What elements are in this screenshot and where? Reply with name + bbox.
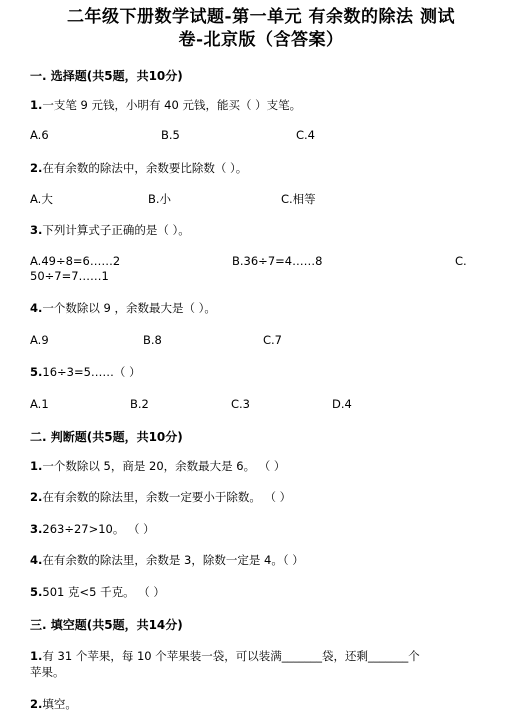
- question-3-1: [30, 648, 420, 664]
- option-c-content: 50÷7=7……1: [30, 269, 109, 283]
- question-text: 一个数除以 9 ，余数最大是（ ）。: [42, 301, 216, 315]
- question-text: 501 克<5 千克。 （ ）: [42, 585, 165, 599]
- option-a: A.49÷8=6……2: [30, 254, 121, 268]
- question-1-4: [30, 300, 216, 316]
- question-2-4: [30, 552, 304, 568]
- question-text: 在有余数的除法里，余数是 3，除数一定是 4。（ ）: [42, 553, 304, 567]
- question-text: 一支笔 9 元钱，小明有 40 元钱，能买（ ）支笔。: [42, 98, 302, 112]
- question-number: 1.: [30, 459, 43, 473]
- question-text: 一个数除以 5，商是 20，余数最大是 6。 （ ）: [42, 459, 286, 473]
- option-c: C.3: [231, 397, 251, 411]
- option-a: A.9: [30, 333, 49, 347]
- option-a: A.1: [30, 397, 49, 411]
- option-b: B.8: [143, 333, 162, 347]
- question-2-5: [30, 584, 165, 600]
- option-c: C.4: [296, 128, 316, 142]
- question-2-1: [30, 458, 285, 474]
- question-number: 1.: [30, 98, 43, 112]
- question-text: 有 31 个苹果，每 10 个苹果装一袋，可以装满_______袋，还剩_______个: [42, 649, 420, 663]
- title-line-2: 卷-北京版（含答案）: [178, 30, 344, 50]
- question-2-3: [30, 521, 155, 537]
- question-number: 2.: [30, 697, 43, 711]
- question-text: 填空。: [42, 697, 77, 711]
- question-number: 4.: [30, 553, 43, 567]
- question-number: 2.: [30, 161, 43, 175]
- option-d: D.4: [332, 397, 352, 411]
- question-text: 在有余数的除法中，余数要比除数（ ）。: [42, 161, 248, 175]
- option-c: C.7: [263, 333, 283, 347]
- question-number: 3.: [30, 223, 43, 237]
- option-b: B.小: [148, 192, 172, 206]
- question-1-3: [30, 222, 190, 238]
- question-1-5: [30, 364, 141, 380]
- question-number: 4.: [30, 301, 43, 315]
- question-text: 在有余数的除法里，余数一定要小于除数。 （ ）: [42, 490, 292, 504]
- question-number: 5.: [30, 365, 43, 379]
- question-number: 3.: [30, 522, 43, 536]
- option-a: A.大: [30, 192, 53, 206]
- question-text: 263÷27>10。 （ ）: [42, 522, 155, 536]
- section-heading-judge: 二. 判断题(共5题，共10分): [30, 430, 183, 444]
- question-1-1: [30, 97, 301, 113]
- question-2-2: [30, 489, 291, 505]
- question-3-2: [30, 696, 77, 712]
- option-b: B.2: [130, 397, 149, 411]
- question-text: 下列计算式子正确的是（ ）。: [42, 223, 190, 237]
- question-number: 2.: [30, 490, 43, 504]
- option-b: B.36÷7=4……8: [232, 254, 323, 268]
- question-number: 1.: [30, 649, 43, 663]
- option-c: C.: [455, 254, 467, 268]
- question-number: 5.: [30, 585, 43, 599]
- option-a: A.6: [30, 128, 49, 142]
- option-c: C.相等: [281, 192, 316, 206]
- option-b: B.5: [161, 128, 180, 142]
- question-3-1-continued: 苹果。: [30, 665, 65, 679]
- question-1-2: [30, 160, 247, 176]
- section-heading-fill: 三. 填空题(共5题，共14分): [30, 618, 183, 632]
- question-text: 16÷3=5……（ ）: [42, 365, 141, 379]
- section-heading-choice: 一. 选择题(共5题，共10分): [30, 69, 183, 83]
- title-line-1: 二年级下册数学试题-第一单元 有余数的除法 测试: [67, 7, 455, 27]
